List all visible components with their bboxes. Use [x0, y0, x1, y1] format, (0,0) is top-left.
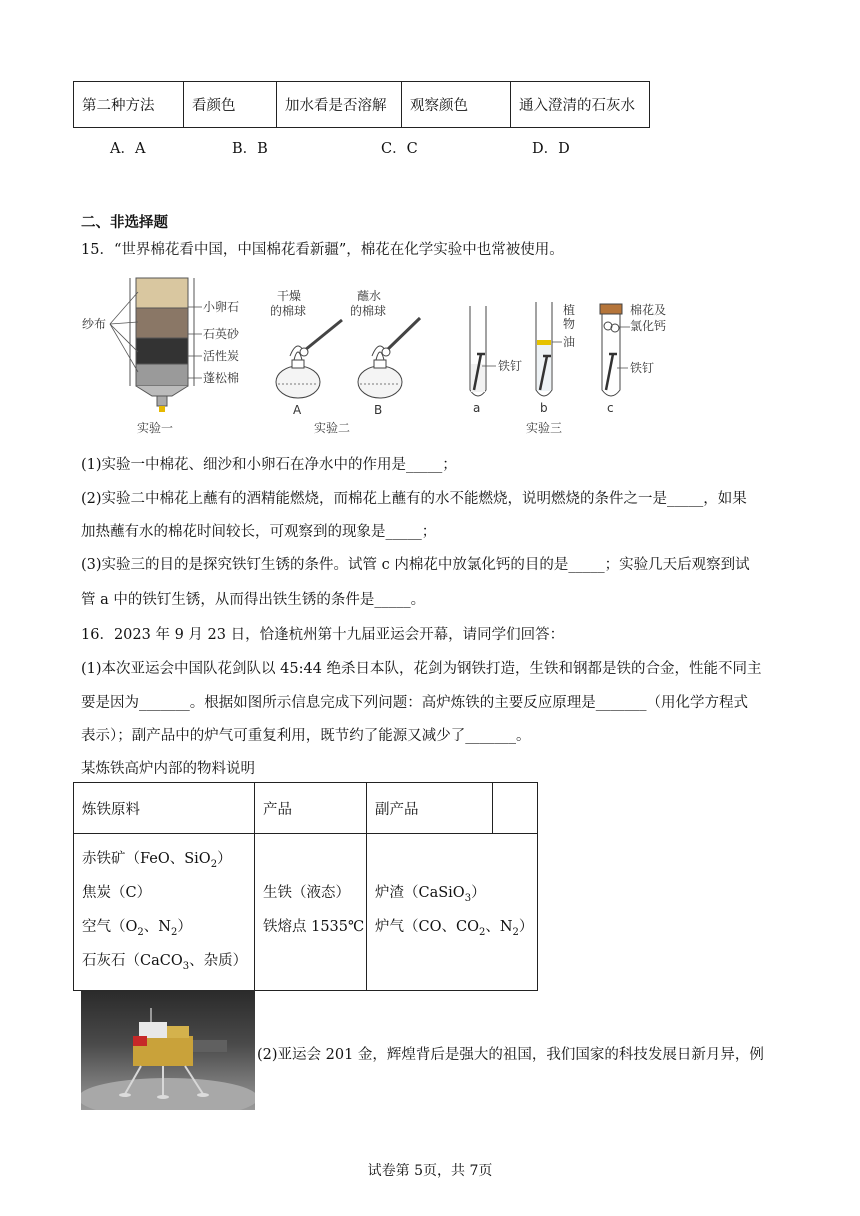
table-cell: 观察颜色 [402, 82, 511, 128]
choice-a[interactable]: A．A [110, 141, 146, 157]
tag-a: A [293, 403, 302, 417]
caption-exp2: 实验二 [314, 421, 351, 435]
choice-d[interactable]: D．D [532, 141, 570, 157]
header-empty [493, 783, 538, 834]
label-wet-1: 蘸水 [357, 289, 382, 303]
table-row [74, 783, 538, 834]
label-pebble: 小卵石 [203, 300, 240, 314]
raw-coke: 焦炭（C） [82, 885, 152, 901]
q15-part2-line1: (2)实验二中棉花上蘸有的酒精能燃烧，而棉花上蘸有的水不能燃烧，说明燃烧的条件之一是_____，如果 [81, 491, 747, 507]
byproduct-gas: 炉气（CO、$CO_2$、$N_2$） [375, 919, 534, 938]
tube-a-label: a [473, 401, 481, 415]
caption-exp3: 实验三 [526, 421, 563, 435]
header-product: 产品 [255, 783, 367, 834]
table-cell: 看颜色 [184, 82, 277, 128]
label-nail-a: 铁钉 [498, 359, 523, 373]
tag-b: B [374, 403, 383, 417]
q15-part3-line1: (3)实验三的目的是探究铁钉生锈的条件。试管 c 内棉花中放氯化钙的目的是_____；实验几天后观察到试 [81, 557, 750, 573]
q15-part3-line2: 管 a 中的铁钉生锈，从而得出铁生锈的条件是_____。 [81, 592, 426, 608]
q16-stem: 16．2023 年 9 月 23 日，恰逢杭州第十九届亚运会开幕，请同学们回答： [81, 627, 565, 643]
label-oil-1: 植 [563, 303, 576, 317]
test-tube-a [470, 306, 486, 396]
experiment-figure [80, 272, 690, 440]
label-nail-c: 铁钉 [630, 361, 655, 375]
product-melting-point: 铁熔点 1535℃ [263, 919, 365, 935]
label-dry-1: 干燥 [277, 289, 302, 303]
test-tube-c [600, 304, 622, 396]
label-gauze: 纱布 [82, 317, 107, 331]
section-title: 二、非选择题 [81, 215, 168, 231]
cell-raw-materials [74, 834, 255, 991]
test-tube-b [536, 302, 552, 396]
tube-b-label: b [540, 401, 548, 415]
label-cotton: 蓬松棉 [203, 371, 240, 385]
label-oil-3: 油 [563, 335, 576, 349]
label-quartz-sand: 石英砂 [203, 327, 240, 341]
table-row [74, 834, 538, 991]
table-cell: 通入澄清的石灰水 [511, 82, 650, 128]
q16-part2-line1: (2)亚运会 201 金，辉煌背后是强大的祖国，我们国家的科技发展日新月异，例 [257, 1047, 764, 1063]
alcohol-lamp-b [358, 318, 420, 398]
header-byproduct: 副产品 [367, 783, 493, 834]
page-footer: 试卷第 5页，共 7页 [367, 1163, 493, 1179]
cell-products [255, 834, 367, 991]
raw-limestone: 石灰石（CaCO$_3$、杂质） [82, 953, 248, 972]
q15-part1: (1)实验一中棉花、细沙和小卵石在净水中的作用是_____； [81, 457, 457, 473]
label-cotton-cacl2-1: 棉花及 [630, 303, 667, 317]
method-table [73, 81, 650, 128]
label-wet-2: 的棉球 [350, 304, 387, 318]
header-raw-materials: 炼铁原料 [74, 783, 255, 834]
label-oil-2: 物 [563, 317, 576, 331]
q16-part1-line3: 表示）；副产品中的炉气可重复利用，既节约了能源又减少了_______。 [81, 728, 531, 744]
lunar-lander-photo [81, 990, 255, 1110]
choice-b[interactable]: B．B [232, 141, 268, 157]
q15-part2-line2: 加热蘸有水的棉花时间较长，可观察到的现象是_____； [81, 524, 437, 540]
q15-stem: 15．“世界棉花看中国，中国棉花看新疆”，棉花在化学实验中也常被使用。 [81, 242, 564, 258]
table-row [74, 82, 650, 128]
cell-byproducts [367, 834, 538, 991]
label-activated-carbon: 活性炭 [203, 349, 240, 363]
filter-apparatus [130, 278, 194, 412]
q16-part1-line2: 要是因为_______。根据如图所示信息完成下列问题：高炉炼铁的主要反应原理是_______（用化学方程式 [81, 695, 748, 711]
table-cell: 第二种方法 [74, 82, 184, 128]
label-cotton-cacl2-2: 氯化钙 [630, 319, 667, 333]
table-caption: 某炼铁高炉内部的物料说明 [81, 761, 255, 777]
byproduct-slag: 炉渣（CaSiO$_3$） [375, 885, 486, 904]
table-cell: 加水看是否溶解 [277, 82, 402, 128]
tube-c-label: c [607, 401, 614, 415]
caption-exp1: 实验一 [137, 421, 174, 435]
raw-hematite: 赤铁矿（FeO、SiO$_2$） [82, 851, 232, 870]
choice-c[interactable]: C．C [381, 141, 418, 157]
product-pig-iron: 生铁（液态） [263, 885, 350, 901]
alcohol-lamp-a [276, 320, 342, 398]
label-dry-2: 的棉球 [270, 304, 307, 318]
raw-air: 空气（$O_2$、$N_2$） [82, 919, 192, 938]
materials-table [73, 782, 538, 991]
q16-part1-line1: (1)本次亚运会中国队花剑队以 45:44 绝杀日本队，花剑为钢铁打造，生铁和钢都是铁的合金，性能不同主 [81, 661, 762, 677]
